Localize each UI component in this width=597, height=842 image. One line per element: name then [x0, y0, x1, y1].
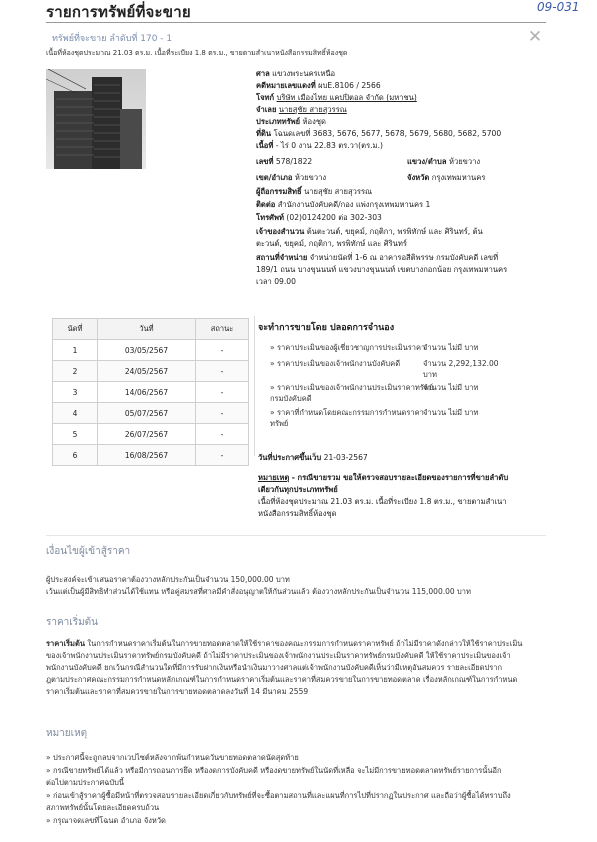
sale-note: หมายเหตุ - กรณีขายรวม ขอให้ตรวจสอบรายละเอียดของรายการที่ขายลำดับ เดียวกันทุกประเภททรัพย์ เนื้อที่ห้องชุดประมาณ 21.03 ตร.ม. เนื้อที่ระเบียง 1.8 ตร.ม., ขายตามสำเนา หนังสือกรรมสิทธิ์ห้องชุด — [258, 473, 509, 518]
price-value-expert: จำนวน ไม่มี บาท — [423, 343, 479, 352]
price-value-department: จำนวน ไม่มี บาท — [423, 383, 479, 392]
info-phone: โทรศัพท์ (02)0124200 ต่อ 302-303 — [256, 213, 382, 222]
row-status: - — [196, 445, 249, 466]
list-item-cont: สภาพทรัพย์นั้นโดยละเอียดครบถ้วน — [46, 803, 160, 812]
info-subdistrict: แขวง/ตำบล ห้วยขวาง — [407, 157, 481, 166]
info-area: เนื้อที่ - ไร่ 0 งาน 22.83 ตร.วา(ตร.ม.) — [256, 141, 383, 150]
info-number: เลขที่ 578/1822 — [256, 157, 313, 166]
row-date: 05/07/2567 — [98, 403, 196, 424]
info-contact: ติดต่อ สำนักงานบังคับคดี/กอง แพ่งกรุงเทพมหานคร 1 — [256, 200, 431, 209]
info-district: เขต/อำเภอ ห้วยขวาง — [256, 173, 327, 182]
page-title: รายการทรัพย์ที่จะขาย — [46, 3, 191, 21]
list-item-cont: ต่อไปตามประกาศฉบับนี้ — [46, 778, 125, 787]
column-header-status: สถานะ — [196, 319, 249, 340]
info-court: ศาล แขวงพระนครเหนือ — [256, 69, 336, 78]
row-date: 24/05/2567 — [98, 361, 196, 382]
row-no: 4 — [53, 403, 98, 424]
table-row — [53, 424, 249, 445]
price-label-officer: » ราคาประเมินของเจ้าพนักงานบังคับคดี — [270, 359, 401, 368]
column-header-no: นัดที่ — [53, 319, 98, 340]
price-value-committee: จำนวน ไม่มี บาท — [423, 408, 479, 417]
row-no: 3 — [53, 382, 98, 403]
list-item: » กรณีขายทรัพย์ได้แล้ว หรือมีการถอนการยึด หรืองดการบังคับคดี หรืองดขายทรัพย์ในนัดที่เหลือ จะไม่มีการขายทอดตลาดทรัพย์รายการนั้นอีก — [46, 765, 502, 775]
price-value-officer: จำนวน 2,292,132.00 — [423, 359, 499, 368]
row-no: 5 — [53, 424, 98, 445]
table-row — [53, 361, 249, 382]
start-price-line-4: ฎตามประกาศคณะกรรมการกำหนดหลักเกณฑ์ในการกำหนดราคาเริ่มต้นและราคาที่สมควรขายในการขายทอดตลาด เรื่องหลักเกณฑ์ในการกำหนด — [46, 675, 518, 684]
close-icon[interactable]: ✕ — [527, 27, 543, 47]
row-date: 26/07/2567 — [98, 424, 196, 445]
section-divider — [46, 535, 546, 536]
table-row — [53, 445, 249, 466]
info-land: ที่ดิน โฉนดเลขที่ 3683, 5676, 5677, 5678, 5679, 5680, 5682, 5700 — [256, 129, 502, 138]
price-value-officer-unit: บาท — [423, 370, 437, 379]
table-row — [53, 382, 249, 403]
price-label-committee: » ราคาที่กำหนดโดยคณะกรรมการกำหนดราคา — [270, 408, 424, 417]
price-label-department-cont: กรมบังคับคดี — [270, 394, 312, 403]
info-officers: เจ้าของสำนวน ต้นตะวนต์, ขยุคม์, กฤติกา, พรพิทักษ์ และ ศิรินทร์, ต้น — [256, 227, 483, 236]
row-status: - — [196, 340, 249, 361]
row-date: 14/06/2567 — [98, 382, 196, 403]
price-label-expert: » ราคาประเมินของผู้เชี่ยวชาญการประเมินราคา — [270, 343, 426, 352]
remarks-heading: หมายเหตุ — [46, 728, 88, 739]
list-item: » ก่อนเข้าสู้ราคาผู้ซื้อมีหน้าที่ตรวจสอบรายละเอียดเกี่ยวกับทรัพย์ที่จะซื้อตามสถานที่และแผนที่การไปที่ปรากฏในประกาศ และถือว่าผู้ซื้อได้ทราบถึง — [46, 790, 511, 800]
info-defendant: จำเลย นายสุชัย สายสุวรรณ — [256, 105, 347, 114]
info-province: จังหวัด กรุงเทพมหานคร — [407, 173, 486, 182]
row-status: - — [196, 361, 249, 382]
price-label-committee-cont: ทรัพย์ — [270, 419, 289, 428]
list-item: » ประกาศนี้จะถูกลบจากเวปไซต์หลังจากพ้นกำหนดวันขายทอดตลาดนัดสุดท้าย — [46, 753, 299, 762]
start-price-line-1: ราคาเริ่มต้น ในการกำหนดราคาเริ่มต้นในการขายทอดตลาดให้ใช้ราคาของคณะกรรมการกำหนดราคาทรัพย์ ถ้าไม่มีราคาดังกล่าวให้ใช้ราคาประเมิน — [46, 639, 523, 648]
row-no: 2 — [53, 361, 98, 382]
info-case: คดีหมายเลขแดงที่ ผบE.8106 / 2566 — [256, 81, 381, 90]
start-price-line-5: ราคาเริ่มต้นและราคาที่สมควรขายในการขายทอดตลาดลงวันที่ 14 มีนาคม 2559 — [46, 687, 309, 696]
property-label: ทรัพย์ที่จะขาย ลำดับที่ 170 - 1 — [52, 34, 173, 44]
row-no: 1 — [53, 340, 98, 361]
info-venue-time: เวลา 09.00 — [256, 277, 296, 286]
price-label-department: » ราคาประเมินของเจ้าพนักงานประเมินราคาทรัพย์ — [270, 383, 434, 392]
table-row — [53, 403, 249, 424]
start-price-line-2: ของเจ้าพนักงานประเมินราคาทรัพย์กรมบังคับคดี ถ้าไม่มีราคาประเมินของเจ้าพนักงานประเมินราคาทรัพย์กรมบังคับคดี ให้ใช้ราคาประเมินของเจ้า — [46, 651, 511, 660]
info-owner: ผู้ถือกรรมสิทธิ์ นายสุชัย สายสุวรรณ — [256, 187, 373, 196]
remarks-list — [46, 752, 556, 827]
property-photo — [46, 69, 146, 169]
property-summary: เนื้อที่ห้องชุดประมาณ 21.03 ตร.ม. เนื้อที่ระเบียง 1.8 ตร.ม., ขายตามสำเนาหนังสือกรรมสิทธิ์ห้องชุด — [46, 49, 348, 57]
bid-line-2: เว้นแต่เป็นผู้มีสิทธิทำส่วนได้ใช้แทน หรือคู่สมรสที่ศาลมีคำสั่งอนุญาตให้กันส่วนแล้ว ต้องวางหลักประกันเป็นจำนวน 115,000.00 บาท — [46, 587, 471, 596]
start-price-heading: ราคาเริ่มต้น — [46, 617, 99, 628]
title-divider — [46, 22, 546, 23]
start-price-line-3: พนักงานบังคับคดี ยกเว้นกรณีสำนวนใดที่มีการรับฝากเงินหรือนำเงินมาวางศาลแต่เจ้าพนักงานบังคับคดีเห็นว่ามีเหตุอันสมควร รายละเอียดปราก — [46, 663, 503, 672]
row-no: 6 — [53, 445, 98, 466]
info-type: ประเภททรัพย์ ห้องชุด — [256, 117, 326, 126]
table-header-row — [53, 319, 249, 340]
bid-line-1: ผู้ประสงค์จะเข้าเสนอราคาต้องวางหลักประกันเป็นจำนวน 150,000.00 บาท — [46, 575, 290, 584]
info-plaintiff: โจทก์ บริษัท เมืองไทย แคปปิตอล จำกัด (มหาชน) — [256, 93, 417, 102]
list-item: » กรุณาจดเลขที่โฉนด อำเภอ จังหวัด — [46, 815, 166, 825]
row-status: - — [196, 382, 249, 403]
row-status: - — [196, 424, 249, 445]
bid-conditions-heading: เงื่อนไขผู้เข้าสู้ราคา — [46, 546, 131, 557]
info-officers-cont: ตะวนต์, ขยุคม์, กฤติกา, พรพิทักษ์ และ ศิรินทร์ — [256, 239, 407, 248]
row-status: - — [196, 403, 249, 424]
row-date: 16/08/2567 — [98, 445, 196, 466]
table-row — [53, 340, 249, 361]
info-venue: สถานที่จำหน่าย จำหน่ายนัดที่ 1-6 ณ อาคารอสีติพรรษ กรมบังคับคดี เลขที่ — [256, 253, 499, 262]
auction-schedule-table — [52, 318, 249, 466]
row-date: 03/05/2567 — [98, 340, 196, 361]
column-header-date: วันที่ — [98, 319, 196, 340]
sale-title: จะทำการขายโดย ปลอดการจำนอง — [258, 323, 395, 333]
handwritten-stamp: 09-031 — [537, 0, 580, 14]
info-venue-cont: 189/1 ถนน บางขุนนนท์ แขวงบางขุนนนท์ เขตบางกอกน้อย กรุงเทพมหานคร — [256, 265, 508, 274]
announce-date: วันที่ประกาศขึ้นเว็บ 21-03-2567 — [258, 453, 368, 462]
